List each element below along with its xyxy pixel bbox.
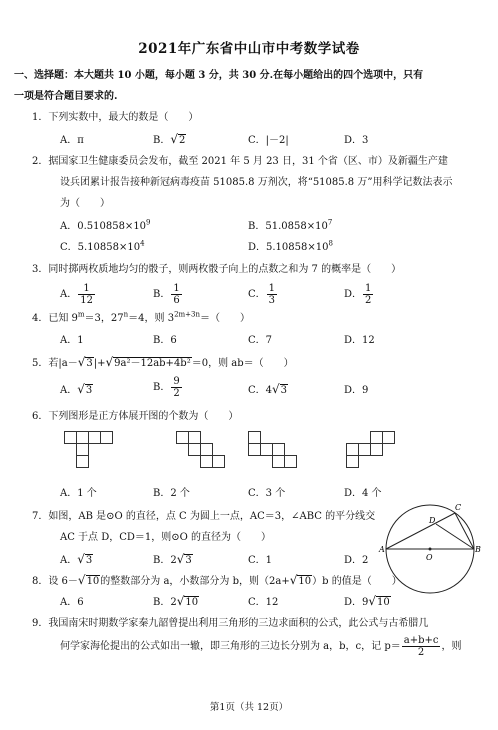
q3-option-c: C． $\frac{1}{3}$ xyxy=(248,283,276,306)
circle-figure xyxy=(378,500,484,606)
q4-option-b: B．6 xyxy=(153,335,177,346)
q4-option-c: C．7 xyxy=(248,335,273,346)
q1-option-d: D．3 xyxy=(344,135,369,146)
q6-stem: 6．下列图形是正方体展开图的个数为（ ） xyxy=(32,411,239,422)
page-title: 2021年广东省中山市中考数学试卷 xyxy=(138,41,360,57)
q9-stem-line1: 9．我国南宋时期数学家秦九韶曾提出利用三角形的三边求面积的公式，此公式与古希腊几 xyxy=(32,618,429,629)
q7-option-a: A．√3 xyxy=(60,552,93,566)
q2-option-b: B．$51.0858\times 10^7$ xyxy=(248,218,333,232)
q3-stem: 3．同时掷两枚质地均匀的骰子，则两枚骰子向上的点数之和为 7 的概率是（ ） xyxy=(32,264,402,275)
q8-option-b: B．2√10 xyxy=(153,594,199,608)
q8-option-a: A．6 xyxy=(60,597,84,608)
q7-option-c: C．1 xyxy=(248,555,273,566)
q2-stem-line1: 2．据国家卫生健康委员会发布，截至 2021 年 5 月 23 日，31 个省（区、市）及新疆生产建 xyxy=(32,156,448,167)
q1-stem: 1．下列实数中，最大的数是（ ） xyxy=(32,112,199,123)
q5-option-d: D．9 xyxy=(344,385,369,396)
q7-option-b: B．2√3 xyxy=(153,552,192,566)
q9-stem-line2: 何学家海伦提出的公式如出一辙，即三角形的三边长分别为 a，b，c，记 p＝ $\frac{a+b+c}{2}$ ，则 xyxy=(60,635,462,658)
page-footer: 第1页（共 12页） xyxy=(209,702,289,713)
q6-option-a: A．1 个 xyxy=(60,488,97,499)
q7-option-d: D．2 xyxy=(344,555,369,566)
q3-option-b: B． $\frac{1}{6}$ xyxy=(153,283,180,306)
q5-option-b: B． $\frac{9}{2}$ xyxy=(153,376,180,399)
q1-option-a: A．π xyxy=(60,135,84,146)
q2-option-c: C．$5.10858\times 10^4$ xyxy=(60,239,145,253)
q1-option-c: C．|－2| xyxy=(248,135,289,146)
q4-stem: 4．已知 $9^m=3$，$27^n=4$，则 $3^{2m+3n}=$（ ） xyxy=(32,310,250,324)
q6-option-d: D．4 个 xyxy=(344,488,382,499)
q8-option-d: D．9√10 xyxy=(344,594,390,608)
q1-option-b: B．√2 xyxy=(153,132,186,146)
q5-stem: 5．若|a－√3|+√9a²－12ab+4b²＝0，则 ab＝（ ） xyxy=(32,355,294,369)
q5-option-c: C．4√3 xyxy=(248,382,288,396)
q7-stem-line1: 7．如图，AB 是⊙O 的直径，点 C 为圆上一点，AC＝3，∠ABC 的平分线交 xyxy=(32,511,376,522)
figure-label-a: A xyxy=(379,545,385,554)
q5-option-a: A．√3 xyxy=(60,382,93,396)
q6-option-b: B．2 个 xyxy=(153,488,190,499)
q2-option-d: D．$5.10858\times 10^8$ xyxy=(248,239,333,253)
q2-stem-line2: 设兵团累计报告接种新冠病毒疫苗 51085.8 万剂次，将“51085.8 万”用科学记数法表示 xyxy=(60,177,453,188)
q2-stem-line3: 为（ ） xyxy=(60,198,110,209)
q6-option-c: C．3 个 xyxy=(248,488,286,499)
figure-label-b: B xyxy=(475,545,481,554)
q8-option-c: C．12 xyxy=(248,597,279,608)
q7-stem-line2: AC 于点 D，CD＝1，则⊙O 的直径为（ ） xyxy=(60,532,272,543)
q3-option-a: A． $\frac{1}{12}$ xyxy=(60,283,93,306)
section-heading-line1: 一、选择题：本大题共 10 小题，每小题 3 分，共 30 分.在每小题给出的四个选项中，只有 xyxy=(14,70,424,81)
figure-label-o: O xyxy=(426,553,433,562)
figure-label-c: C xyxy=(455,503,462,512)
q8-stem: 8．设 6－√10的整数部分为 a，小数部分为 b，则（2a+√10）b 的值是（ ） xyxy=(32,573,402,587)
q4-option-a: A．1 xyxy=(60,335,84,346)
section-heading-line2: 一项是符合题目要求的. xyxy=(14,91,118,102)
q3-option-d: D． $\frac{1}{2}$ xyxy=(344,283,372,306)
q4-option-d: D．12 xyxy=(344,335,375,346)
q2-option-a: A．$0.510858\times 10^9$ xyxy=(60,218,151,232)
figure-label-d: D xyxy=(429,516,436,525)
